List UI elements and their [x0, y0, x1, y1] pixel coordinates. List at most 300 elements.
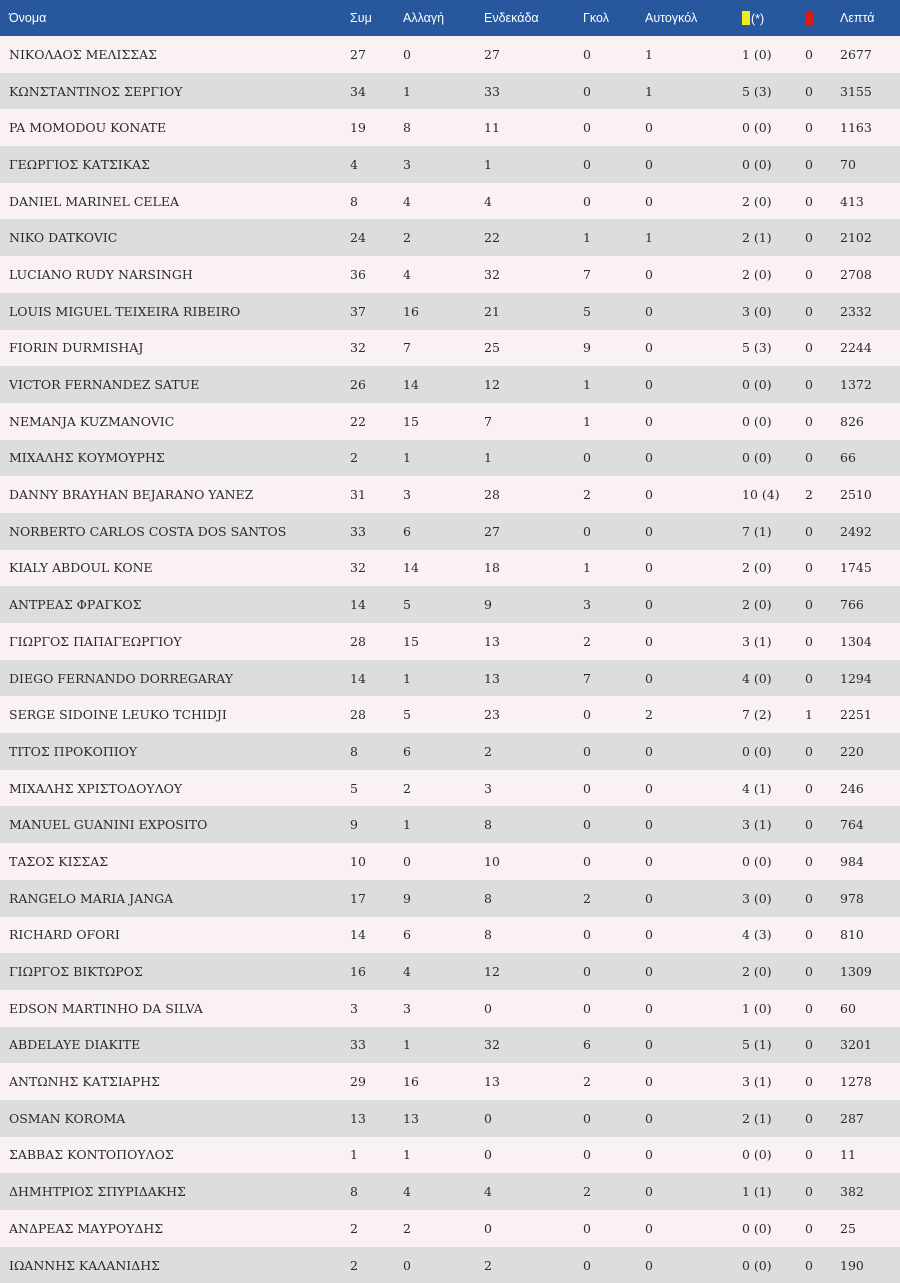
- red-cards-cell: 0: [805, 817, 813, 833]
- red-cards-cell: 0: [805, 46, 813, 62]
- substitute-cell: 0: [403, 1257, 411, 1273]
- header-appearances[interactable]: Συμ: [350, 11, 372, 25]
- header-red-cards[interactable]: [805, 0, 840, 36]
- red-cards-cell: 0: [805, 340, 813, 356]
- red-cards-cell: 0: [805, 964, 813, 980]
- minutes-cell: 60: [840, 1000, 856, 1016]
- own-goals-cell: 0: [645, 156, 653, 172]
- goals-cell: 0: [583, 120, 591, 136]
- player-name: NIKO DATKOVIC: [9, 230, 118, 246]
- appearances-cell: 8: [350, 1184, 358, 1200]
- player-name: SERGE SIDOINE LEUKO TCHIDJI: [9, 707, 227, 723]
- red-cards-cell: 0: [805, 230, 813, 246]
- player-name: NEMANJA KUZMANOVIC: [9, 413, 175, 429]
- substitute-cell: 16: [403, 1074, 419, 1090]
- goals-cell: 7: [583, 266, 591, 282]
- substitute-cell: 3: [403, 487, 411, 503]
- starting-cell: 0: [484, 1110, 492, 1126]
- table-header: [0, 0, 900, 36]
- substitute-cell: 14: [403, 377, 419, 393]
- starting-cell: 27: [484, 46, 500, 62]
- table-row: [0, 476, 900, 513]
- minutes-cell: 1745: [840, 560, 872, 576]
- minutes-cell: 66: [840, 450, 856, 466]
- yellow-cards-cell: 3 (0): [742, 890, 772, 906]
- yellow-cards-cell: 5 (3): [742, 83, 772, 99]
- yellow-cards-cell: 4 (0): [742, 670, 772, 686]
- starting-cell: 32: [484, 1037, 500, 1053]
- starting-cell: 9: [484, 597, 492, 613]
- substitute-cell: 13: [403, 1110, 419, 1126]
- minutes-cell: 826: [840, 413, 864, 429]
- minutes-cell: 2492: [840, 523, 872, 539]
- minutes-cell: 2244: [840, 340, 872, 356]
- red-card-icon: [805, 11, 813, 25]
- red-cards-cell: 0: [805, 560, 813, 576]
- starting-cell: 0: [484, 1220, 492, 1236]
- goals-cell: 1: [583, 230, 591, 246]
- red-cards-cell: 0: [805, 1147, 813, 1163]
- appearances-cell: 4: [350, 156, 358, 172]
- starting-cell: 2: [484, 743, 492, 759]
- player-name: ΔΗΜΗΤΡΙΟΣ ΣΠΥΡΙΔΑΚΗΣ: [9, 1184, 186, 1200]
- appearances-cell: 34: [350, 83, 366, 99]
- appearances-cell: 17: [350, 890, 366, 906]
- goals-cell: 3: [583, 597, 591, 613]
- goals-cell: 0: [583, 46, 591, 62]
- yellow-cards-cell: 1 (1): [742, 1184, 772, 1200]
- starting-cell: 23: [484, 707, 500, 723]
- yellow-cards-cell: 0 (0): [742, 1257, 772, 1273]
- starting-cell: 2: [484, 1257, 492, 1273]
- own-goals-cell: 0: [645, 450, 653, 466]
- starting-cell: 8: [484, 927, 492, 943]
- appearances-cell: 33: [350, 523, 366, 539]
- yellow-cards-cell: 0 (0): [742, 853, 772, 869]
- player-name: ΓΕΩΡΓΙΟΣ ΚΑΤΣΙΚΑΣ: [9, 156, 150, 172]
- substitute-cell: 4: [403, 964, 411, 980]
- yellow-suffix: (*): [751, 11, 765, 26]
- appearances-cell: 13: [350, 1110, 366, 1126]
- player-name: LUCIANO RUDY NARSINGH: [9, 266, 193, 282]
- table-row: [0, 733, 900, 770]
- minutes-cell: 1372: [840, 377, 872, 393]
- red-cards-cell: 0: [805, 193, 813, 209]
- player-name: EDSON MARTINHO DA SILVA: [9, 1000, 203, 1016]
- starting-cell: 18: [484, 560, 500, 576]
- substitute-cell: 1: [403, 450, 411, 466]
- goals-cell: 1: [583, 560, 591, 576]
- red-cards-cell: 0: [805, 890, 813, 906]
- table-row: [0, 330, 900, 367]
- substitute-cell: 4: [403, 193, 411, 209]
- yellow-cards-cell: 0 (0): [742, 1147, 772, 1163]
- substitute-cell: 8: [403, 120, 411, 136]
- goals-cell: 5: [583, 303, 591, 319]
- substitute-cell: 15: [403, 413, 419, 429]
- yellow-cards-cell: 0 (0): [742, 156, 772, 172]
- red-cards-cell: 0: [805, 597, 813, 613]
- appearances-cell: 32: [350, 560, 366, 576]
- table-row: [0, 1173, 900, 1210]
- own-goals-cell: 0: [645, 890, 653, 906]
- goals-cell: 6: [583, 1037, 591, 1053]
- starting-cell: 33: [484, 83, 500, 99]
- goals-cell: 7: [583, 670, 591, 686]
- appearances-cell: 28: [350, 633, 366, 649]
- red-cards-cell: 0: [805, 450, 813, 466]
- appearances-cell: 2: [350, 1220, 358, 1236]
- own-goals-cell: 0: [645, 853, 653, 869]
- own-goals-cell: 1: [645, 230, 653, 246]
- player-name: VICTOR FERNANDEZ SATUE: [9, 377, 200, 393]
- goals-cell: 0: [583, 817, 591, 833]
- appearances-cell: 9: [350, 817, 358, 833]
- red-cards-cell: 0: [805, 1000, 813, 1016]
- own-goals-cell: 0: [645, 340, 653, 356]
- starting-cell: 7: [484, 413, 492, 429]
- goals-cell: 0: [583, 853, 591, 869]
- starting-cell: 13: [484, 633, 500, 649]
- table-row: [0, 953, 900, 990]
- player-name: ΣΑΒΒΑΣ ΚΟΝΤΟΠΟΥΛΟΣ: [9, 1147, 174, 1163]
- header-row: [0, 0, 900, 36]
- header-goals[interactable]: Γκολ: [583, 11, 609, 25]
- yellow-cards-cell: 5 (1): [742, 1037, 772, 1053]
- appearances-cell: 29: [350, 1074, 366, 1090]
- starting-cell: 21: [484, 303, 500, 319]
- starting-cell: 12: [484, 964, 500, 980]
- minutes-cell: 810: [840, 927, 864, 943]
- goals-cell: 2: [583, 890, 591, 906]
- header-yellow-cards[interactable]: [742, 0, 805, 36]
- substitute-cell: 6: [403, 523, 411, 539]
- own-goals-cell: 0: [645, 670, 653, 686]
- minutes-cell: 1278: [840, 1074, 872, 1090]
- appearances-cell: 3: [350, 1000, 358, 1016]
- red-cards-cell: 0: [805, 927, 813, 943]
- own-goals-cell: 0: [645, 597, 653, 613]
- minutes-cell: 2332: [840, 303, 872, 319]
- table-row: [0, 586, 900, 623]
- starting-cell: 3: [484, 780, 492, 796]
- red-cards-cell: 0: [805, 1257, 813, 1273]
- goals-cell: 0: [583, 1257, 591, 1273]
- yellow-cards-cell: 0 (0): [742, 743, 772, 759]
- yellow-cards-cell: 2 (1): [742, 230, 772, 246]
- player-name: ΙΩΑΝΝΗΣ ΚΑΛΑΝΙΔΗΣ: [9, 1257, 160, 1273]
- player-name: ABDELAYE DIAKITE: [9, 1037, 141, 1053]
- minutes-cell: 2510: [840, 487, 872, 503]
- player-name: PA MOMODOU KONATE: [9, 120, 167, 136]
- table-row: [0, 1027, 900, 1064]
- player-name: ΓΙΩΡΓΟΣ ΠΑΠΑΓΕΩΡΓΙΟΥ: [9, 633, 182, 649]
- goals-cell: 9: [583, 340, 591, 356]
- starting-cell: 8: [484, 817, 492, 833]
- red-cards-cell: 0: [805, 523, 813, 539]
- yellow-cards-cell: 2 (0): [742, 560, 772, 576]
- goals-cell: 2: [583, 487, 591, 503]
- starting-cell: 8: [484, 890, 492, 906]
- player-name: DANIEL MARINEL CELEA: [9, 193, 179, 209]
- minutes-cell: 11: [840, 1147, 856, 1163]
- yellow-cards-cell: 7 (2): [742, 707, 772, 723]
- minutes-cell: 766: [840, 597, 864, 613]
- own-goals-cell: 1: [645, 83, 653, 99]
- appearances-cell: 33: [350, 1037, 366, 1053]
- substitute-cell: 2: [403, 780, 411, 796]
- header-minutes[interactable]: Λεπτά: [840, 11, 875, 25]
- appearances-cell: 32: [350, 340, 366, 356]
- appearances-cell: 8: [350, 193, 358, 209]
- player-name: RICHARD OFORI: [9, 927, 120, 943]
- own-goals-cell: 0: [645, 927, 653, 943]
- own-goals-cell: 2: [645, 707, 653, 723]
- own-goals-cell: 0: [645, 1257, 653, 1273]
- own-goals-cell: 0: [645, 523, 653, 539]
- starting-cell: 0: [484, 1000, 492, 1016]
- minutes-cell: 984: [840, 853, 864, 869]
- appearances-cell: 8: [350, 743, 358, 759]
- goals-cell: 0: [583, 927, 591, 943]
- goals-cell: 0: [583, 1147, 591, 1163]
- substitute-cell: 7: [403, 340, 411, 356]
- red-cards-cell: 0: [805, 1110, 813, 1126]
- table-row: [0, 366, 900, 403]
- red-cards-cell: 0: [805, 377, 813, 393]
- yellow-cards-cell: 2 (1): [742, 1110, 772, 1126]
- player-name: DIEGO FERNANDO DORREGARAY: [9, 670, 234, 686]
- substitute-cell: 0: [403, 853, 411, 869]
- minutes-cell: 1309: [840, 964, 872, 980]
- table-row: [0, 880, 900, 917]
- starting-cell: 11: [484, 120, 500, 136]
- yellow-cards-cell: 0 (0): [742, 120, 772, 136]
- header-substitute[interactable]: Αλλαγή: [403, 11, 445, 25]
- substitute-cell: 1: [403, 1147, 411, 1163]
- header-name[interactable]: Όνομα: [9, 11, 47, 25]
- minutes-cell: 287: [840, 1110, 864, 1126]
- minutes-cell: 220: [840, 743, 864, 759]
- player-name: DANNY BRAYHAN BEJARANO YANEZ: [9, 487, 254, 503]
- appearances-cell: 36: [350, 266, 366, 282]
- own-goals-cell: 0: [645, 120, 653, 136]
- yellow-cards-cell: 7 (1): [742, 523, 772, 539]
- starting-cell: 1: [484, 450, 492, 466]
- goals-cell: 0: [583, 193, 591, 209]
- substitute-cell: 6: [403, 743, 411, 759]
- yellow-cards-cell: 3 (1): [742, 1074, 772, 1090]
- substitute-cell: 5: [403, 597, 411, 613]
- starting-cell: 4: [484, 1184, 492, 1200]
- player-name: OSMAN KOROMA: [9, 1110, 126, 1126]
- table-row: [0, 109, 900, 146]
- red-cards-cell: 1: [805, 707, 813, 723]
- starting-cell: 10: [484, 853, 500, 869]
- starting-cell: 0: [484, 1147, 492, 1163]
- own-goals-cell: 0: [645, 193, 653, 209]
- own-goals-cell: 0: [645, 780, 653, 796]
- goals-cell: 2: [583, 1074, 591, 1090]
- table-row: [0, 1137, 900, 1174]
- minutes-cell: 978: [840, 890, 864, 906]
- player-name: LOUIS MIGUEL TEIXEIRA RIBEIRO: [9, 303, 241, 319]
- substitute-cell: 15: [403, 633, 419, 649]
- red-cards-cell: 2: [805, 487, 813, 503]
- own-goals-cell: 0: [645, 303, 653, 319]
- yellow-cards-cell: 1 (0): [742, 1000, 772, 1016]
- red-cards-cell: 0: [805, 670, 813, 686]
- table-row: [0, 440, 900, 477]
- minutes-cell: 25: [840, 1220, 856, 1236]
- table-row: [0, 293, 900, 330]
- substitute-cell: 1: [403, 83, 411, 99]
- appearances-cell: 28: [350, 707, 366, 723]
- starting-cell: 13: [484, 1074, 500, 1090]
- yellow-cards-cell: 3 (0): [742, 303, 772, 319]
- own-goals-cell: 0: [645, 743, 653, 759]
- appearances-cell: 31: [350, 487, 366, 503]
- own-goals-cell: 0: [645, 964, 653, 980]
- yellow-cards-cell: 2 (0): [742, 597, 772, 613]
- substitute-cell: 9: [403, 890, 411, 906]
- starting-cell: 25: [484, 340, 500, 356]
- appearances-cell: 16: [350, 964, 366, 980]
- substitute-cell: 14: [403, 560, 419, 576]
- red-cards-cell: 0: [805, 120, 813, 136]
- table-row: [0, 1247, 900, 1283]
- substitute-cell: 3: [403, 156, 411, 172]
- own-goals-cell: 0: [645, 633, 653, 649]
- red-cards-cell: 0: [805, 1074, 813, 1090]
- player-name: FIORIN DURMISHAJ: [9, 340, 144, 356]
- minutes-cell: 2677: [840, 46, 872, 62]
- minutes-cell: 1163: [840, 120, 872, 136]
- yellow-cards-cell: 3 (1): [742, 633, 772, 649]
- red-cards-cell: 0: [805, 413, 813, 429]
- table-row: [0, 403, 900, 440]
- minutes-cell: 764: [840, 817, 864, 833]
- starting-cell: 28: [484, 487, 500, 503]
- player-name: KIALY ABDOUL KONE: [9, 560, 153, 576]
- yellow-cards-cell: 4 (3): [742, 927, 772, 943]
- goals-cell: 0: [583, 523, 591, 539]
- minutes-cell: 3155: [840, 83, 872, 99]
- yellow-cards-cell: 4 (1): [742, 780, 772, 796]
- header-starting[interactable]: Ενδεκάδα: [484, 11, 539, 25]
- yellow-cards-cell: 2 (0): [742, 193, 772, 209]
- table-row: [0, 990, 900, 1027]
- table-row: [0, 183, 900, 220]
- starting-cell: 12: [484, 377, 500, 393]
- own-goals-cell: 0: [645, 817, 653, 833]
- yellow-cards-cell: 10 (4): [742, 487, 780, 503]
- appearances-cell: 22: [350, 413, 366, 429]
- player-name: ΑΝΤΩΝΗΣ ΚΑΤΣΙΑΡΗΣ: [9, 1074, 160, 1090]
- yellow-card-icon: [742, 11, 750, 25]
- goals-cell: 0: [583, 156, 591, 172]
- yellow-cards-cell: 0 (0): [742, 413, 772, 429]
- goals-cell: 1: [583, 413, 591, 429]
- substitute-cell: 16: [403, 303, 419, 319]
- minutes-cell: 382: [840, 1184, 864, 1200]
- yellow-cards-cell: 0 (0): [742, 1220, 772, 1236]
- player-name: ΤΙΤΟΣ ΠΡΟΚΟΠΙΟΥ: [9, 743, 138, 759]
- substitute-cell: 1: [403, 670, 411, 686]
- appearances-cell: 5: [350, 780, 358, 796]
- appearances-cell: 2: [350, 1257, 358, 1273]
- goals-cell: 0: [583, 1000, 591, 1016]
- goals-cell: 0: [583, 450, 591, 466]
- red-cards-cell: 0: [805, 266, 813, 282]
- appearances-cell: 10: [350, 853, 366, 869]
- appearances-cell: 2: [350, 450, 358, 466]
- minutes-cell: 190: [840, 1257, 864, 1273]
- substitute-cell: 1: [403, 817, 411, 833]
- starting-cell: 32: [484, 266, 500, 282]
- red-cards-cell: 0: [805, 83, 813, 99]
- player-name: RANGELO MARIA JANGA: [9, 890, 174, 906]
- minutes-cell: 1304: [840, 633, 872, 649]
- table-row: [0, 146, 900, 183]
- table-row: [0, 696, 900, 733]
- substitute-cell: 0: [403, 46, 411, 62]
- player-name: MANUEL GUANINI EXPOSITO: [9, 817, 208, 833]
- goals-cell: 0: [583, 1220, 591, 1236]
- goals-cell: 0: [583, 1110, 591, 1126]
- minutes-cell: 1294: [840, 670, 872, 686]
- player-name: ΜΙΧΑΛΗΣ ΧΡΙΣΤΟΔΟΥΛΟΥ: [9, 780, 183, 796]
- red-cards-cell: 0: [805, 633, 813, 649]
- table-row: [0, 917, 900, 954]
- own-goals-cell: 0: [645, 1110, 653, 1126]
- player-name: ΚΩΝΣΤΑΝΤΙΝΟΣ ΣΕΡΓΙΟΥ: [9, 83, 183, 99]
- starting-cell: 1: [484, 156, 492, 172]
- red-cards-cell: 0: [805, 1184, 813, 1200]
- yellow-cards-cell: 1 (0): [742, 46, 772, 62]
- red-cards-cell: 0: [805, 1037, 813, 1053]
- own-goals-cell: 0: [645, 377, 653, 393]
- header-own-goals[interactable]: Αυτογκόλ: [645, 11, 698, 25]
- goals-cell: 2: [583, 633, 591, 649]
- appearances-cell: 24: [350, 230, 366, 246]
- substitute-cell: 6: [403, 927, 411, 943]
- starting-cell: 27: [484, 523, 500, 539]
- own-goals-cell: 0: [645, 1074, 653, 1090]
- goals-cell: 1: [583, 377, 591, 393]
- own-goals-cell: 1: [645, 46, 653, 62]
- own-goals-cell: 0: [645, 1184, 653, 1200]
- table-row: [0, 1100, 900, 1137]
- player-name: ΓΙΩΡΓΟΣ ΒΙΚΤΩΡΟΣ: [9, 964, 143, 980]
- substitute-cell: 5: [403, 707, 411, 723]
- appearances-cell: 19: [350, 120, 366, 136]
- goals-cell: 0: [583, 707, 591, 723]
- player-name: ΝΙΚΟΛΑΟΣ ΜΕΛΙΣΣΑΣ: [9, 46, 158, 62]
- substitute-cell: 2: [403, 1220, 411, 1236]
- appearances-cell: 14: [350, 927, 366, 943]
- minutes-cell: 413: [840, 193, 864, 209]
- player-name: NORBERTO CARLOS COSTA DOS SANTOS: [9, 523, 287, 539]
- table-row: [0, 660, 900, 697]
- substitute-cell: 3: [403, 1000, 411, 1016]
- red-cards-cell: 0: [805, 780, 813, 796]
- own-goals-cell: 0: [645, 1037, 653, 1053]
- minutes-cell: 2708: [840, 266, 872, 282]
- appearances-cell: 27: [350, 46, 366, 62]
- yellow-cards-cell: 2 (0): [742, 266, 772, 282]
- minutes-cell: 3201: [840, 1037, 872, 1053]
